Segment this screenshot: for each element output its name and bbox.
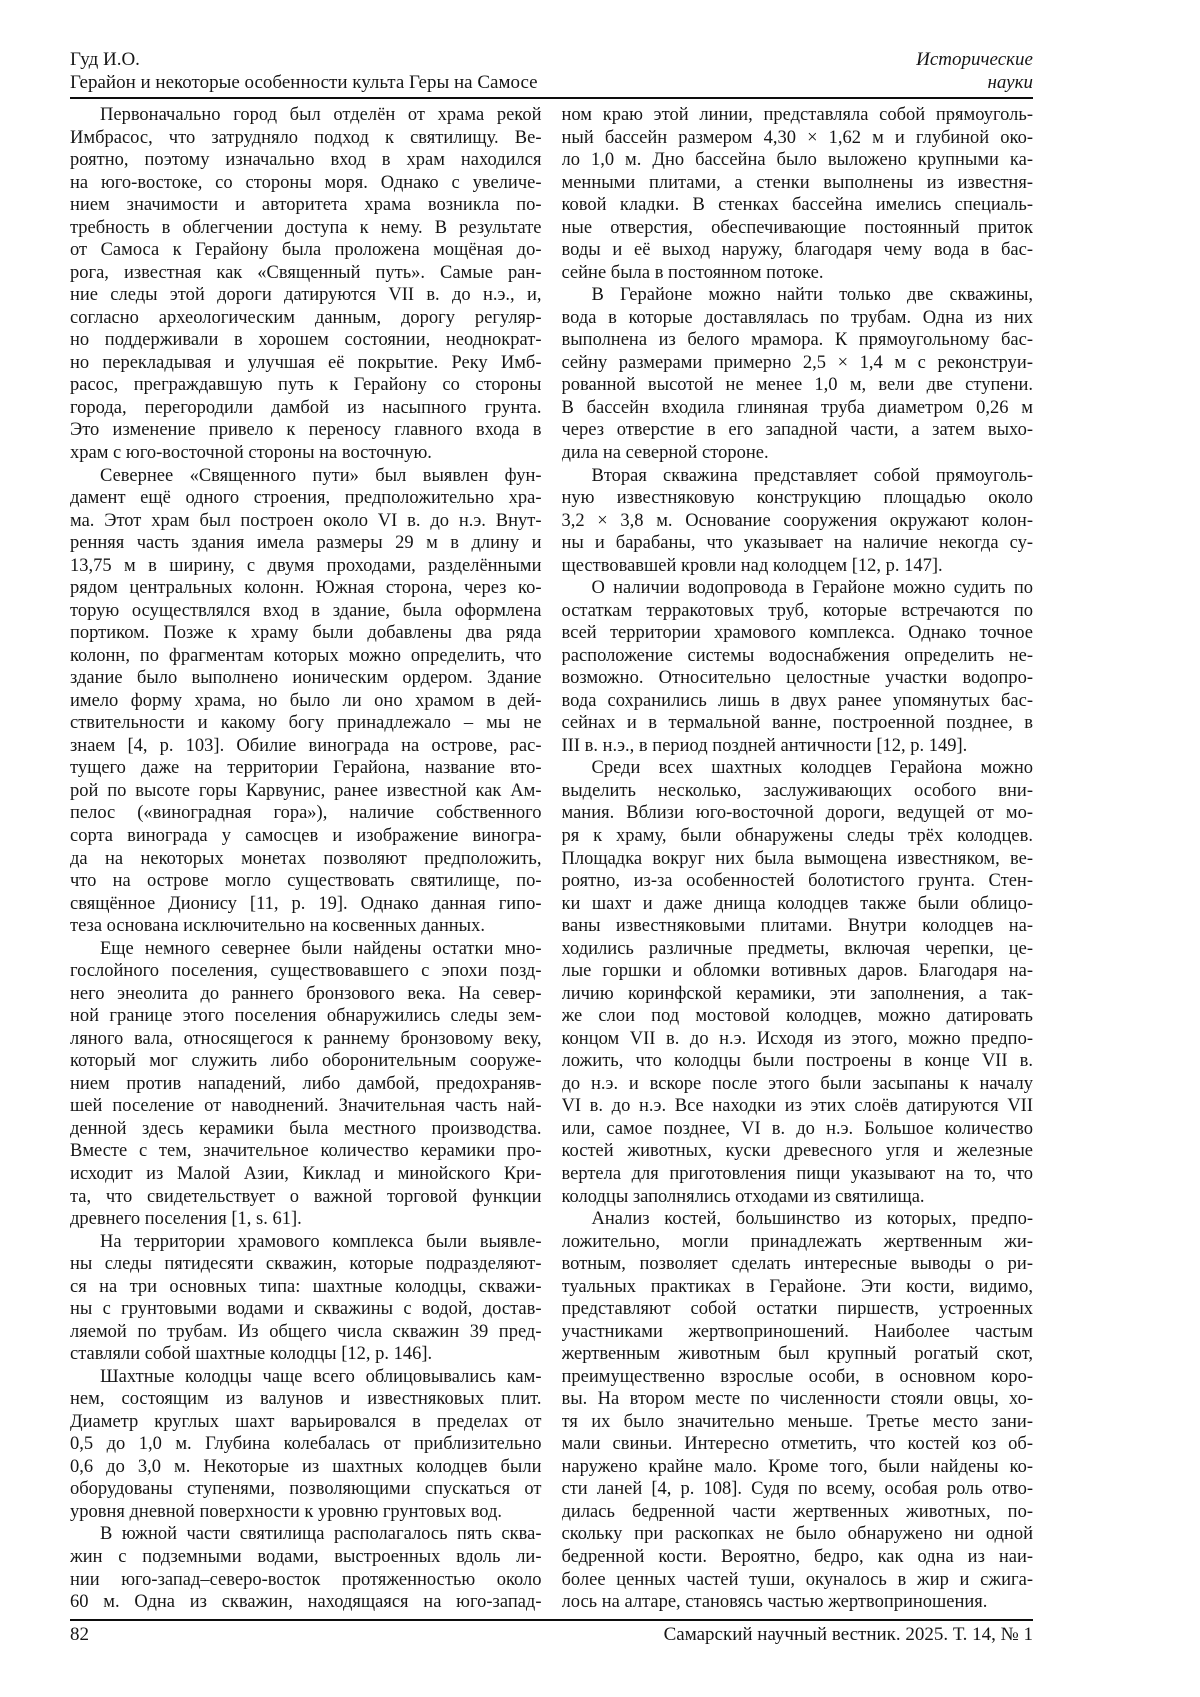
text-line: ние следы этой дороги датируются VII в. до н.э., и, <box>70 285 542 306</box>
text-line: от Самоса к Герайону была проложена мощёная до- <box>70 240 542 261</box>
text-line: портиком. Позже к храму были добавлены два ряда <box>70 623 542 644</box>
text-line: VI в. до н.э. Все находки из этих слоёв датируются VII <box>561 1096 1033 1117</box>
text-line: участниками жертвоприношений. Наиболее частым <box>561 1321 1033 1342</box>
body-columns <box>70 104 1033 1614</box>
text-line: требность в облегчении доступа к нему. В результате <box>70 217 542 238</box>
text-line: ваны известняковыми плитами. Внутри колодцев на- <box>561 916 1033 937</box>
text-line: торую осуществлялся вход в здание, была оформлена <box>70 600 542 621</box>
text-line: дила на северной стороне. <box>561 442 769 463</box>
text-line: бедренной кости. Вероятно, бедро, как одна из наи- <box>561 1547 1033 1567</box>
text-line: Вместе с тем, значительное количество керамики про- <box>70 1141 542 1162</box>
text-line: лось на алтаре, становясь частью жертвоприношения. <box>561 1592 988 1613</box>
text-line: Шахтные колодцы чаще всего облицовывались кам- <box>100 1366 542 1387</box>
text-line: дилась бедренной части жертвенных животных, по- <box>561 1501 1033 1522</box>
text-line: 0,5 до 1,0 м. Глубина колебалась от приблизительно <box>70 1434 542 1455</box>
text-line: выполнена из белого мрамора. К прямоугольному бас- <box>561 330 1033 351</box>
text-line: города, перегородили дамбой из насыпного грунта. <box>70 397 542 418</box>
page-footer <box>70 1623 1033 1647</box>
text-line: В бассейн входила глиняная труба диаметром 0,26 м <box>561 397 1033 418</box>
running-head <box>70 48 1033 94</box>
text-line: древнего поселения [1, s. 61]. <box>70 1209 302 1230</box>
text-line: ковой кладки. В стенках бассейна имелись специаль- <box>561 195 1033 216</box>
text-line: пелос («виноградная гора»), наличие собственного <box>70 803 542 824</box>
text-line: ложить, что колодцы были построены в конце VII в. <box>561 1051 1033 1072</box>
text-line: всей территории храмового комплекса. Однако точное <box>561 623 1033 644</box>
text-line: ном краю этой линии, представляла собой прямоуголь- <box>561 105 1033 125</box>
text-line: ны и барабаны, что указывает на наличие некогда су- <box>561 533 1033 554</box>
text-line: концом VII в. до н.э. Исходя из этого, можно предпо- <box>561 1028 1033 1049</box>
text-line: вы. На втором месте по численности стояли овцы, хо- <box>561 1389 1033 1410</box>
text-line: ны с грунтовыми водами и скважины с водой, достав- <box>70 1299 542 1320</box>
running-head-left <box>70 48 538 94</box>
text-line: расположение системы водоснабжения определить не- <box>561 645 1033 666</box>
text-line: него энеолита до раннего бронзового века. На север- <box>70 983 542 1004</box>
text-line: роятно, поэтому изначально вход в храм находился <box>70 150 542 171</box>
text-line: рога, известная как «Священный путь». Самые ран- <box>70 262 542 283</box>
text-line: дамент ещё одного строения, предположительно хра- <box>70 488 542 509</box>
column-right <box>562 104 1034 1614</box>
text-line: В южной части святилища располагалось пять сква- <box>100 1524 542 1545</box>
text-line: менными плитами, а стенки выполнены из известня- <box>561 172 1033 193</box>
article-title: Герайон и некоторые особенности культа Геры на Самосе <box>70 72 538 93</box>
text-line: 60 м. Одна из скважин, находящаяся на юго-запад- <box>70 1592 542 1613</box>
text-line: шей поселение от наводнений. Значительная часть най- <box>70 1096 542 1117</box>
text-line: более ценных частей туши, окуналось в жир и сжига- <box>561 1569 1033 1590</box>
text-line: Площадка вокруг них была вымощена известняком, ве- <box>561 848 1033 869</box>
text-line: здание было выполнено ионическим ордером. Здание <box>70 668 542 689</box>
text-line: сорта винограда у самосцев и изображение виногра- <box>70 826 542 846</box>
text-line: Имбрасос, что затрудняло подход к святилищу. Ве- <box>70 127 542 148</box>
journal-reference: Самарский научный вестник. 2025. Т. 14, № 1 <box>663 1623 1033 1645</box>
text-line: гослойного поселения, существовавшего с эпохи позд- <box>70 961 542 982</box>
text-line: ложительно, могли принадлежать жертвенным жи- <box>561 1231 1033 1252</box>
text-line: 0,6 до 3,0 м. Некоторые из шахтных колодцев были <box>70 1456 542 1477</box>
text-line: расос, преграждавшую путь к Герайону со стороны <box>70 375 542 396</box>
text-line: вода в которые доставлялась по трубам. Одна из них <box>561 307 1033 328</box>
text-line: вода сохранились лишь в двух ранее упомянутых бас- <box>561 690 1033 711</box>
footer-rule <box>70 1619 1033 1621</box>
text-line: сейну размерами примерно 2,5 × 1,4 м с реконструи- <box>561 352 1033 373</box>
text-line: что на острове могло существовать святилище, по- <box>70 871 542 892</box>
text-line: костей животных, куски древесного угля и железные <box>561 1141 1033 1162</box>
text-line: лые горшки и обломки вотивных даров. Благодаря на- <box>561 961 1033 982</box>
text-line: нием значимости и авторитета храма возникла по- <box>70 195 542 216</box>
text-line: жертвенным животным был крупный рогатый скот, <box>561 1344 1033 1365</box>
text-line: нии юго-запад–северо-восток протяженностью около <box>70 1569 542 1590</box>
text-line: же слои под мостовой колодцев, можно датировать <box>561 1006 1033 1027</box>
text-line: через отверстие в его западной части, а затем выхо- <box>561 420 1033 441</box>
text-line: мания. Вблизи юго-восточной дороги, ведущей от мо- <box>561 803 1033 824</box>
text-line: колонн, по фрагментам которых можно определить, что <box>70 645 542 666</box>
text-line: Севернее «Священного пути» был выявлен фун- <box>100 465 542 486</box>
text-line: Среди всех шахтных колодцев Герайона можно <box>591 758 1033 779</box>
text-line: ный бассейн размером 4,30 × 1,62 м и глубиной око- <box>561 127 1033 148</box>
text-line: ществовавшей кровли над колодцем [12, p. 147]. <box>561 555 943 576</box>
text-line: остаткам терракотовых труб, которые встречаются по <box>561 600 1033 621</box>
text-line: На территории храмового комплекса были выявле- <box>100 1231 542 1252</box>
text-line: 3,2 × 3,8 м. Основание сооружения окружают колон- <box>561 510 1033 531</box>
text-line: но поддерживали в хорошем состоянии, неоднократ- <box>70 330 542 351</box>
text-line: денной здесь керамики была местного производства. <box>70 1118 542 1139</box>
text-line: ны следы пятидесяти скважин, которые подразделяют- <box>70 1254 542 1275</box>
text-line: Анализ костей, большинство из которых, предпо- <box>591 1209 1033 1230</box>
text-line: В Герайоне можно найти только две скважины, <box>591 285 1033 306</box>
text-line: согласно археологическим данным, дорогу регуляр- <box>70 307 542 328</box>
text-line: ляного вала, относящегося к раннему бронзовому веку, <box>70 1028 542 1049</box>
text-line: колодцы заполнялись отходами из святилища. <box>561 1186 925 1207</box>
text-line: мали свиньи. Интересно отметить, что костей коз об- <box>561 1434 1033 1455</box>
text-line: О наличии водопровода в Герайоне можно судить по <box>591 578 1033 599</box>
text-line: преимущественно взрослые особи, в основном коро- <box>561 1366 1033 1387</box>
text-line: который мог служить либо оборонительным сооруже- <box>70 1051 542 1072</box>
text-line: наружено крайне мало. Кроме того, были найдены ко- <box>561 1456 1033 1477</box>
text-line: Это изменение привело к переносу главного входа в <box>70 420 542 441</box>
text-line: сейнах и в термальной ванне, построенной позднее, в <box>561 713 1033 734</box>
text-line: ляемой по трубам. Из общего числа скважин 39 пред- <box>70 1321 542 1342</box>
text-line: Диаметр круглых шахт варьировался в пределах от <box>70 1411 542 1432</box>
text-line: личию коринфской керамики, эти заполнения, а так- <box>561 983 1033 1004</box>
text-line: ной границе этого поселения обнаружились следы зем- <box>70 1006 542 1027</box>
text-line: ря к храму, были обнаружены следы трёх колодцев. <box>561 826 1033 846</box>
text-line: Еще немного севернее были найдены остатки мно- <box>100 938 542 959</box>
author-name: Гуд И.О. <box>70 49 140 70</box>
text-line: вертела для приготовления пищи указывают на то, что <box>561 1163 1033 1184</box>
text-line: рядом центральных колонн. Южная сторона, через ко- <box>70 578 542 599</box>
text-line: знаем [4, p. 103]. Обилие винограда на острове, рас- <box>70 735 542 756</box>
page-content <box>70 48 1033 1647</box>
text-line: воды и её выход наружу, благодаря чему вода в бас- <box>561 240 1033 261</box>
text-line: рой по высоте горы Карвунис, ранее известной как Ам- <box>70 780 542 801</box>
text-line: выделить несколько, заслуживающих особого вни- <box>561 780 1033 801</box>
text-line: ло 1,0 м. Дно бассейна было выложено крупными ка- <box>561 150 1033 171</box>
text-line: ные отверстия, обеспечивающие постоянный приток <box>561 217 1033 238</box>
column-left <box>70 104 542 1614</box>
text-line: Первоначально город был отделён от храма рекой <box>100 105 542 125</box>
text-line: свящённое Дионису [11, p. 19]. Однако данная гипо- <box>70 893 542 914</box>
text-line: III в. н.э., в период поздней античности [12, p. 149]. <box>561 735 968 756</box>
text-line: нием против нападений, либо дамбой, предохраняв- <box>70 1073 542 1094</box>
text-line: теза основана исключительно на косвенных данных. <box>70 916 485 937</box>
text-line: сти ланей [4, p. 108]. Судя по всему, особая роль отво- <box>561 1479 1033 1500</box>
text-line: туальных практиках в Герайоне. Эти кости, видимо, <box>561 1276 1033 1297</box>
text-line: Вторая скважина представляет собой прямоуголь- <box>591 465 1033 486</box>
text-line: тущего даже на территории Герайона, название вто- <box>70 758 542 779</box>
text-line: до н.э. и вскоре после этого были засыпаны к началу <box>561 1073 1033 1094</box>
text-line: ставляли собой шахтные колодцы [12, p. 146]. <box>70 1344 433 1365</box>
text-line: исходит из Малой Азии, Киклад и минойского Кри- <box>70 1163 542 1184</box>
section-label-line2: науки <box>987 72 1033 93</box>
section-label-line1: Исторические <box>916 49 1033 70</box>
text-line: да на некоторых монетах позволяют предположить, <box>70 848 542 869</box>
text-line: жин с подземными водами, выстроенных вдоль ли- <box>70 1547 542 1567</box>
text-line: роятно, из-за особенностей болотистого грунта. Стен- <box>561 871 1033 892</box>
text-line: имело форму храма, но было ли оно храмом в дей- <box>70 690 542 711</box>
text-line: ма. Этот храм был построен около VI в. до н.э. Внут- <box>70 510 542 531</box>
page-number: 82 <box>70 1623 89 1645</box>
text-line: на юго-востоке, со стороны моря. Однако с увеличе- <box>70 172 542 193</box>
header-rule <box>70 97 1033 99</box>
text-line: ся на три основных типа: шахтные колодцы, скважи- <box>70 1276 542 1297</box>
running-head-right <box>916 48 1033 94</box>
text-line: храм с юго-восточной стороны на восточную. <box>70 442 432 463</box>
text-line: ренняя часть здания имела размеры 29 м в длину и <box>70 533 542 554</box>
text-line: ходились различные предметы, включая черепки, це- <box>561 938 1033 959</box>
text-line: представляют собой остатки пиршеств, устроенных <box>561 1299 1033 1320</box>
text-line: вотным, позволяет сделать интересные выводы о ри- <box>561 1254 1033 1275</box>
text-line: оборудованы ступенями, позволяющими спускаться от <box>70 1479 542 1500</box>
text-line: но перекладывая и улучшая её покрытие. Реку Имб- <box>70 352 542 373</box>
text-line: тя их было значительно меньше. Третье место зани- <box>561 1411 1033 1432</box>
text-line: 13,75 м в ширину, с двумя проходами, разделёнными <box>70 555 542 576</box>
text-line: возможно. Относительно целостные участки водопро- <box>561 668 1033 689</box>
text-line: ную известняковую конструкцию площадью около <box>561 488 1033 509</box>
text-line: или, самое позднее, VI в. до н.э. Большое количество <box>561 1118 1033 1139</box>
text-line: скольку при раскопках не было обнаружено ни одной <box>561 1524 1033 1545</box>
text-line: нем, состоящим из валунов и известняковых плит. <box>70 1389 542 1410</box>
text-line: уровня дневной поверхности к уровню грунтовых вод. <box>70 1501 503 1522</box>
text-line: та, что свидетельствует о важной торговой функции <box>70 1186 542 1207</box>
text-line: ки шахт и даже днища колодцев также были облицо- <box>561 893 1033 914</box>
text-line: сейне была в постоянном потоке. <box>561 262 824 283</box>
text-line: рованной высотой не менее 1,0 м, вели две ступени. <box>561 375 1033 396</box>
text-line: ствительности и какому богу принадлежало – мы не <box>70 713 542 734</box>
